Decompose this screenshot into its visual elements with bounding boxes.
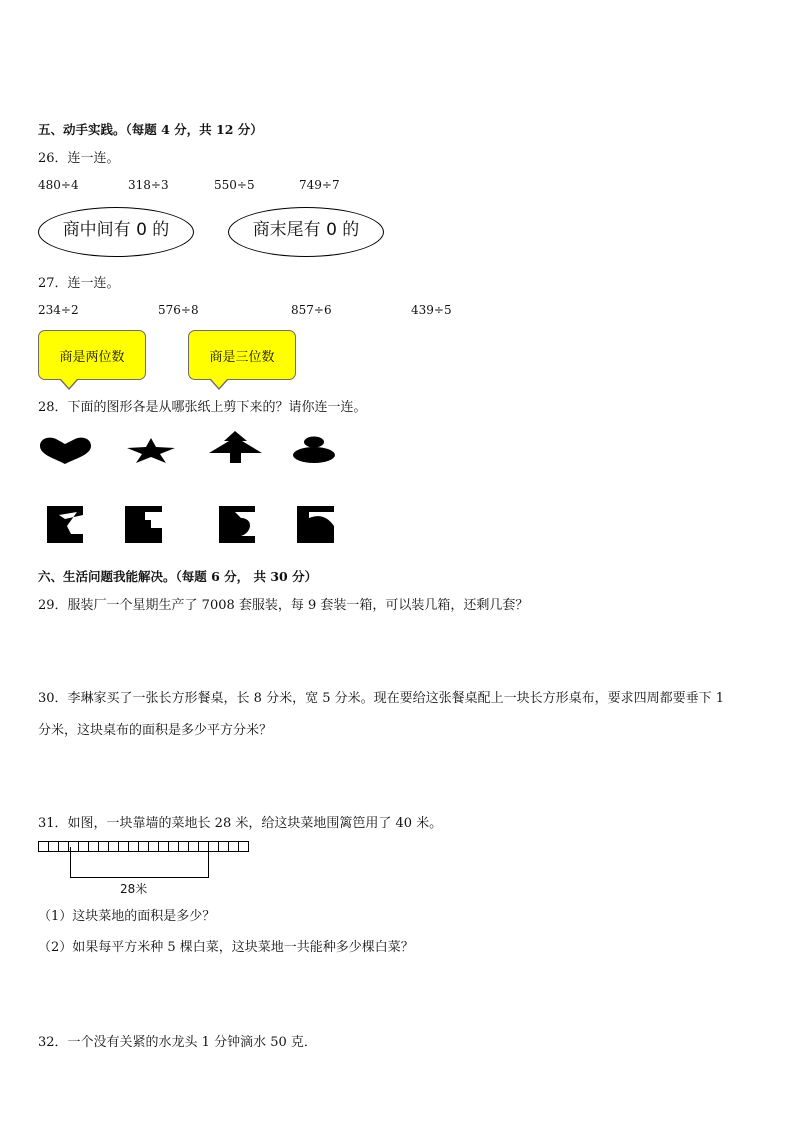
vegetable-plot-outline	[70, 847, 209, 878]
q27-expression-2: 576÷8	[158, 303, 199, 317]
question-30-line-2: 分米，这块桌布的面积是多少平方分米？	[38, 723, 273, 738]
question-28-prompt: 28．下面的图形各是从哪张纸上剪下来的？请你连一连。	[38, 400, 367, 415]
q26-expression-1: 480÷4	[38, 178, 79, 192]
question-27-prompt: 27．连一连。	[38, 276, 120, 291]
q27-expression-4: 439÷5	[411, 303, 452, 317]
q26-expression-4: 749÷7	[299, 178, 340, 192]
snowman-icon[interactable]	[290, 436, 338, 464]
section-five-title: 五、动手实践。（每题 4 分，共 12 分）	[38, 122, 263, 137]
question-30-line-1: 30．李琳家买了一张长方形餐桌，长 8 分米，宽 5 分米。现在要给这张餐桌配上一块长方形桌布，要求四周都要垂下 1	[38, 691, 725, 706]
q26-expression-2: 318÷3	[128, 178, 169, 192]
question-29: 29．服装厂一个星期生产了 7008 套服装，每 9 套装一箱，可以装几箱，还剩几套？	[38, 598, 529, 613]
question-26-prompt: 26．连一连。	[38, 151, 120, 166]
bubble-three-digit[interactable]	[188, 330, 296, 380]
oval-middle-zero[interactable]	[38, 207, 194, 257]
cut-paper-3[interactable]	[219, 506, 257, 543]
bubble-two-digit-label: 商是两位数	[59, 349, 125, 365]
q27-expression-1: 234÷2	[38, 303, 79, 317]
oval-end-zero[interactable]	[228, 207, 384, 257]
q26-expression-3: 550÷5	[214, 178, 255, 192]
heart-icon[interactable]	[38, 435, 93, 465]
cut-paper-2[interactable]	[125, 506, 163, 543]
bubble-three-digit-label: 商是三位数	[209, 349, 275, 365]
q27-expression-3: 857÷6	[291, 303, 332, 317]
star-icon[interactable]	[125, 436, 177, 464]
oval-end-zero-label: 商末尾有 0 的	[252, 219, 360, 240]
question-32: 32．一个没有关紧的水龙头 1 分钟滴水 50 克．	[38, 1035, 317, 1050]
cut-paper-1[interactable]	[47, 506, 85, 543]
section-six-title: 六、生活问题我能解决。（每题 6 分， 共 30 分）	[38, 569, 318, 584]
bubble-two-digit[interactable]	[38, 330, 146, 380]
question-31-prompt: 31．如图，一块靠墙的菜地长 28 米，给这块菜地围篱笆用了 40 米。	[38, 816, 443, 831]
oval-middle-zero-label: 商中间有 0 的	[62, 219, 170, 240]
cut-paper-4[interactable]	[297, 506, 335, 543]
question-31-sub-2: （2）如果每平方米种 5 棵白菜，这块菜地一共能种多少棵白菜？	[38, 940, 414, 955]
plot-length-label: 28米	[120, 882, 148, 896]
question-31-sub-1: （1）这块菜地的面积是多少？	[38, 909, 216, 924]
tree-icon[interactable]	[208, 430, 263, 464]
